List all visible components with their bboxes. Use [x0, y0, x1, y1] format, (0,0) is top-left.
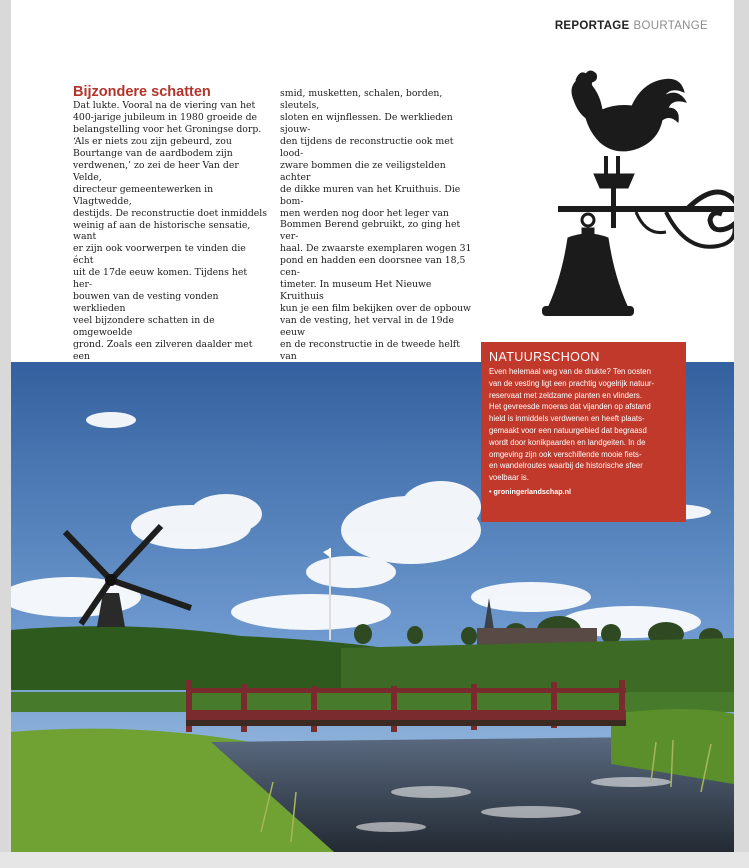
sidebar-line: hield is inmiddels verdwenen en heeft plaats-: [489, 414, 645, 424]
viewer-bottom-bar: [0, 852, 749, 868]
text-line: smid, musketten, schalen, borden, sleutels,: [280, 88, 443, 111]
sidebar-line: reservaat met zeldzame planten en vlinders.: [489, 390, 642, 400]
sidebar-line: omgeving zijn ook verschillende mooie fiets-: [489, 449, 642, 459]
text-line: haal. De zwaarste exemplaren wogen 31: [280, 243, 472, 255]
sidebar-line: Het gevreesde moeras dat vijanden op afstand: [489, 402, 651, 412]
text-line: ‘Als er niets zou zijn gebeurd, zou: [73, 135, 232, 147]
text-line: bouwen van de vesting vonden werklieden: [73, 291, 219, 315]
topic-label: BOURTANGE: [633, 20, 708, 32]
section-label: REPORTAGE: [554, 20, 630, 32]
text-line: van de vesting, het verval in de 19de eeuw: [280, 315, 454, 339]
text-line: belangstelling voor het Groningse dorp.: [73, 123, 262, 135]
sidebar-line: van de vesting ligt een prachtig vogelrijk natuur-: [489, 378, 655, 388]
text-line: sloten en wijnflessen. De werklieden sjouw-: [280, 111, 453, 135]
article-heading: Bijzondere schatten: [73, 84, 211, 100]
text-line: kun je een film bekijken over de opbouw: [280, 303, 472, 315]
text-line: pond en hadden een doorsnee van 18,5 cen-: [280, 255, 466, 279]
text-line: grond. Zoals een zilveren daalder met een: [73, 339, 253, 363]
sidebar-title: NATUURSCHOON: [489, 350, 600, 364]
text-line: weinig af aan de historische sensatie, want: [73, 219, 251, 243]
text-line: destijds. De reconstructie doet inmiddels: [73, 207, 268, 219]
sidebar-line: en wandelroutes waarbij de historische sfeer: [489, 461, 643, 471]
running-head: [555, 20, 708, 32]
sidebar-link[interactable]: • groningerlandschap.nl: [489, 486, 571, 496]
rooster-bell-image: [516, 60, 734, 365]
text-line: veel bijzondere schatten in de omgewoelde: [73, 315, 215, 339]
text-line: men werden nog door het leger van: [280, 207, 449, 219]
sidebar-line: Even helemaal weg van de drukte? Ten oosten: [489, 367, 651, 376]
text-line: Bommen Berend gebruikt, zo ging het ver-: [280, 219, 461, 243]
sidebar-line: gemaakt voor een natuurgebied dat begraasd: [489, 425, 647, 435]
sidebar-body: [489, 366, 678, 484]
sidebar-line: voelbaar is.: [489, 473, 529, 483]
text-line: er zijn ook voorwerpen te vinden die écht: [73, 243, 246, 267]
text-line: zware bommen die ze veiligstelden achter: [280, 159, 446, 183]
rooster-bell-icon: [516, 60, 734, 365]
text-line: timeter. In museum Het Nieuwe Kruithuis: [280, 279, 432, 303]
text-line: uit de 17de eeuw komen. Tijdens het her-: [73, 267, 248, 291]
text-line: 400-jarige jubileum in 1980 groeide de: [73, 111, 258, 123]
text-line: directeur gemeentewerken in Vlagtwedde,: [73, 183, 214, 207]
text-line: verdwenen,’ zo zei de heer Van der Velde,: [73, 159, 239, 183]
magazine-page: [11, 0, 734, 852]
text-line: Dat lukte. Vooral na de viering van het: [73, 100, 256, 111]
text-line: de dikke muren van het Kruithuis. Die bom-: [280, 183, 461, 207]
sidebar-line: wordt door konikpaarden en landgeiten. In de: [489, 437, 646, 447]
text-line: en de reconstructie in de tweede helft van: [280, 339, 460, 362]
text-line: Bourtange van de aardbodem zijn: [73, 147, 233, 159]
text-line: den tijdens de reconstructie ook met lood-: [280, 135, 454, 159]
natuurschoon-box: [481, 342, 686, 522]
